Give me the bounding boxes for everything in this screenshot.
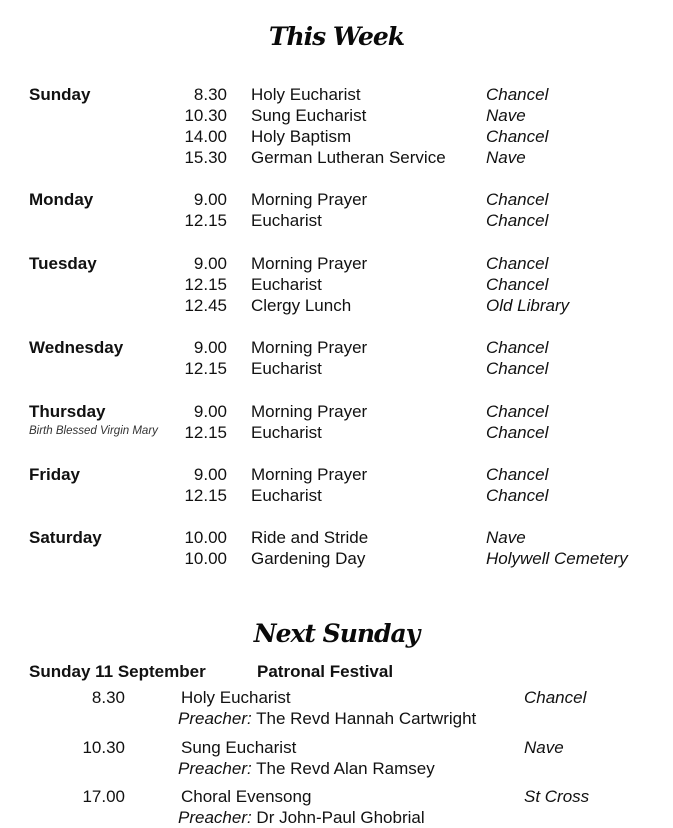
service-time: 8.30 bbox=[193, 85, 227, 104]
day-name: Monday bbox=[29, 190, 94, 209]
service-time: 9.00 bbox=[193, 465, 227, 484]
service-row bbox=[0, 147, 673, 168]
preacher-label: Preacher: bbox=[178, 709, 252, 728]
service-place: Chancel bbox=[524, 688, 587, 707]
service-name: Eucharist bbox=[251, 211, 322, 230]
service-time: 15.30 bbox=[184, 148, 227, 167]
service-row bbox=[0, 210, 673, 231]
service-name: Morning Prayer bbox=[251, 338, 368, 357]
service-row bbox=[0, 422, 673, 443]
service-time: 14.00 bbox=[184, 127, 227, 146]
day-name: Wednesday bbox=[29, 338, 124, 357]
this-week-heading: This Week bbox=[268, 22, 405, 51]
service-name: Eucharist bbox=[251, 423, 322, 442]
service-name: Morning Prayer bbox=[251, 402, 368, 421]
next-sunday-service bbox=[0, 737, 673, 779]
service-name: Gardening Day bbox=[251, 549, 366, 568]
preacher-label: Preacher: bbox=[178, 759, 252, 778]
service-name: Clergy Lunch bbox=[251, 296, 352, 315]
service-place: Holywell Cemetery bbox=[486, 549, 628, 568]
service-place: Chancel bbox=[486, 211, 549, 230]
service-time: 12.15 bbox=[184, 486, 227, 505]
service-time: 9.00 bbox=[193, 254, 227, 273]
service-time: 12.45 bbox=[184, 296, 227, 315]
service-name: Morning Prayer bbox=[251, 465, 368, 484]
service-name: Choral Evensong bbox=[181, 787, 312, 806]
service-name: Morning Prayer bbox=[251, 190, 368, 209]
service-place: Nave bbox=[524, 738, 564, 757]
preacher-line bbox=[178, 758, 435, 779]
service-place: Nave bbox=[486, 148, 526, 167]
service-place: Chancel bbox=[486, 465, 549, 484]
service-name: Sung Eucharist bbox=[251, 106, 367, 125]
service-place: St Cross bbox=[524, 787, 590, 806]
service-row bbox=[0, 485, 673, 506]
service-row bbox=[0, 126, 673, 147]
service-row bbox=[0, 401, 673, 422]
next-sunday-service bbox=[0, 786, 673, 828]
service-name: Holy Baptism bbox=[251, 127, 352, 146]
service-row bbox=[0, 274, 673, 295]
service-time: 9.00 bbox=[193, 190, 227, 209]
service-row bbox=[0, 358, 673, 379]
service-place: Chancel bbox=[486, 402, 549, 421]
next-sunday-feast: Patronal Festival bbox=[257, 662, 394, 681]
service-time: 12.15 bbox=[184, 359, 227, 378]
preacher-line bbox=[178, 708, 476, 729]
service-row bbox=[0, 464, 673, 485]
next-sunday-heading: Next Sunday bbox=[253, 619, 420, 648]
service-name: Eucharist bbox=[251, 275, 322, 294]
service-place: Chancel bbox=[486, 127, 549, 146]
service-name: German Lutheran Service bbox=[251, 148, 446, 167]
service-row bbox=[0, 337, 673, 358]
day-name: Friday bbox=[29, 465, 81, 484]
service-name: Holy Eucharist bbox=[251, 85, 361, 104]
service-time: 10.30 bbox=[184, 106, 227, 125]
service-place: Nave bbox=[486, 528, 526, 547]
service-name: Eucharist bbox=[251, 359, 322, 378]
preacher-name: Dr John-Paul Ghobrial bbox=[251, 808, 425, 827]
service-place: Chancel bbox=[486, 486, 549, 505]
day-note: Birth Blessed Virgin Mary bbox=[29, 425, 158, 437]
service-row bbox=[0, 189, 673, 210]
service-place: Chancel bbox=[486, 338, 549, 357]
day-name: Thursday bbox=[29, 402, 106, 421]
preacher-label: Preacher: bbox=[178, 808, 252, 827]
service-time: 12.15 bbox=[184, 211, 227, 230]
service-place: Chancel bbox=[486, 423, 549, 442]
service-place: Chancel bbox=[486, 190, 549, 209]
service-time: 8.30 bbox=[91, 688, 125, 707]
service-row bbox=[0, 253, 673, 274]
service-place: Chancel bbox=[486, 254, 549, 273]
service-time: 9.00 bbox=[193, 338, 227, 357]
service-time: 10.00 bbox=[184, 549, 227, 568]
service-name: Ride and Stride bbox=[251, 528, 369, 547]
service-time: 10.00 bbox=[184, 528, 227, 547]
day-name: Sunday bbox=[29, 85, 91, 104]
next-sunday-service bbox=[0, 687, 673, 729]
next-sunday-date: Sunday 11 September bbox=[29, 662, 206, 681]
service-row bbox=[0, 105, 673, 126]
service-time: 12.15 bbox=[184, 275, 227, 294]
service-place: Old Library bbox=[486, 296, 570, 315]
service-row bbox=[0, 527, 673, 548]
service-row bbox=[0, 295, 673, 316]
service-time: 9.00 bbox=[193, 402, 227, 421]
service-name: Holy Eucharist bbox=[181, 688, 291, 707]
day-name: Saturday bbox=[29, 528, 102, 547]
preacher-name: The Revd Alan Ramsey bbox=[251, 759, 435, 778]
preacher-line bbox=[178, 807, 425, 828]
service-time: 12.15 bbox=[184, 423, 227, 442]
preacher-name: The Revd Hannah Cartwright bbox=[251, 709, 477, 728]
service-row bbox=[0, 84, 673, 105]
service-place: Chancel bbox=[486, 359, 549, 378]
service-time: 10.30 bbox=[82, 738, 125, 757]
service-place: Chancel bbox=[486, 85, 549, 104]
service-time: 17.00 bbox=[82, 787, 125, 806]
service-place: Chancel bbox=[486, 275, 549, 294]
day-name: Tuesday bbox=[29, 254, 97, 273]
service-row bbox=[0, 548, 673, 569]
service-name: Eucharist bbox=[251, 486, 322, 505]
service-name: Sung Eucharist bbox=[181, 738, 297, 757]
service-place: Nave bbox=[486, 106, 526, 125]
service-name: Morning Prayer bbox=[251, 254, 368, 273]
